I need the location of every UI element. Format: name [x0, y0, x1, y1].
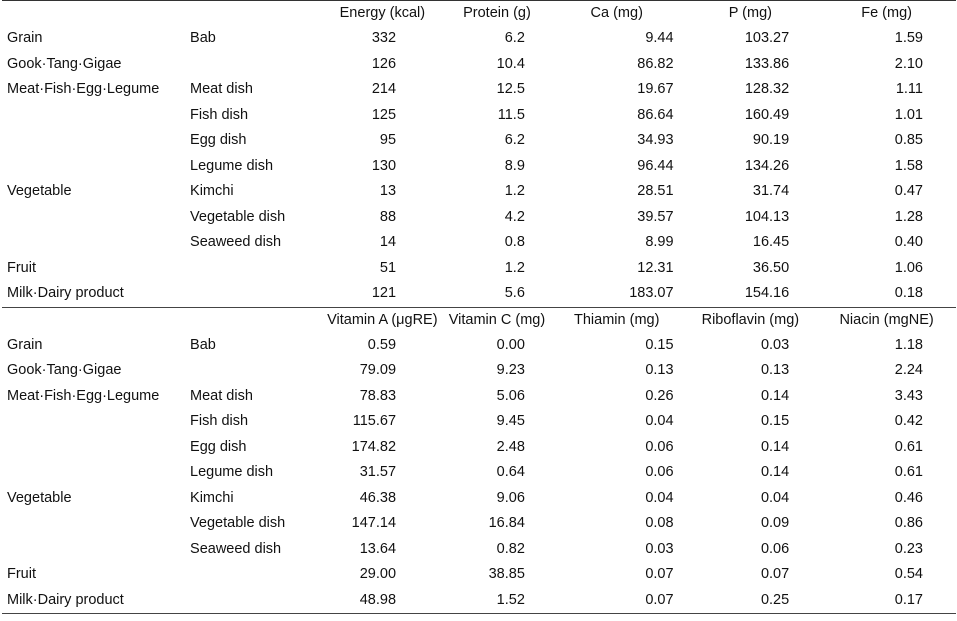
value-cell: 0.42: [894, 413, 923, 429]
value-cell: 29.00: [359, 566, 397, 582]
value-cell: 19.67: [637, 81, 674, 97]
dish-cell: Vegetable dish: [190, 208, 286, 225]
header-blank: [187, 307, 321, 333]
food-group-cell: [2, 409, 187, 435]
value-cell: 0.61: [894, 438, 923, 455]
header-blank: [2, 307, 187, 333]
value-cell: 90.19: [752, 132, 790, 148]
value-cell: 0.23: [894, 540, 923, 557]
value-cell: 8.99: [645, 234, 674, 250]
value-cell: 0.06: [645, 464, 674, 480]
dish-cell: Egg dish: [190, 438, 247, 455]
food-group-cell: Meat·Fish·Egg·Legume: [7, 387, 160, 404]
column-header: Fe (mg): [861, 5, 912, 21]
value-cell: 39.57: [637, 208, 674, 225]
column-header: Energy (kcal): [339, 5, 426, 21]
table-row: [2, 52, 956, 78]
food-group-cell: Meat·Fish·Egg·Legume: [7, 81, 160, 97]
value-cell: 1.18: [894, 336, 923, 353]
column-header: P (mg): [728, 5, 772, 21]
value-cell: 121: [321, 281, 444, 307]
dish-cell: [187, 281, 321, 307]
table-row: [2, 562, 956, 588]
value-cell: 6.2: [504, 132, 525, 148]
column-header: Ca (mg): [590, 5, 643, 21]
value-cell: 2.10: [894, 55, 923, 72]
column-header: Thiamin (mg): [574, 311, 660, 328]
value-cell: 1.59: [894, 30, 923, 46]
value-cell: 5.6: [444, 281, 550, 307]
table-row: [2, 205, 956, 231]
dish-cell: [187, 358, 321, 384]
value-cell: 0.14: [760, 387, 790, 404]
value-cell: 14: [379, 234, 397, 250]
value-cell: 13.64: [359, 540, 397, 557]
food-group-cell: Gook·Tang·Gigae: [7, 55, 122, 72]
value-cell: 0.61: [894, 464, 923, 480]
food-group-cell: Milk·Dairy product: [2, 588, 187, 614]
value-cell: 0.07: [760, 566, 790, 582]
column-header: Protein (g): [463, 5, 531, 21]
value-cell: 1.52: [444, 588, 550, 614]
value-cell: 154.16: [684, 281, 818, 307]
value-cell: 147.14: [351, 515, 397, 531]
food-group-cell: Vegetable: [7, 489, 72, 506]
value-cell: 0.08: [645, 515, 674, 531]
food-group-cell: [2, 154, 187, 180]
dish-cell: Kimchi: [190, 183, 234, 199]
table-row: [2, 358, 956, 384]
table-row: [2, 384, 956, 410]
food-group-cell: Fruit: [7, 566, 36, 582]
value-cell: 0.54: [894, 566, 923, 582]
food-group-cell: [2, 205, 187, 231]
dish-cell: Legume dish: [190, 464, 274, 480]
header-blank: [187, 1, 321, 27]
value-cell: 86.64: [637, 106, 674, 123]
value-cell: 2.24: [894, 362, 923, 378]
value-cell: 13: [379, 183, 397, 199]
dish-cell: Egg dish: [190, 132, 247, 148]
table-row: [2, 154, 956, 180]
value-cell: 0.18: [817, 281, 956, 307]
value-cell: 0.14: [760, 464, 790, 480]
column-header: Niacin (mgNE): [839, 311, 934, 328]
table-row: [2, 103, 956, 129]
header-blank: [2, 1, 187, 27]
table-row: [2, 77, 956, 103]
value-cell: 12.5: [496, 81, 525, 97]
table-row: [2, 588, 956, 614]
value-cell: 0.04: [760, 489, 790, 506]
value-cell: 0.8: [504, 234, 525, 250]
value-cell: 36.50: [752, 259, 790, 276]
value-cell: 0.06: [760, 540, 790, 557]
column-header: Vitamin C (mg): [448, 311, 546, 328]
value-cell: 0.07: [645, 566, 674, 582]
value-cell: 0.00: [496, 336, 525, 353]
section2-header-row: [2, 307, 956, 333]
dish-cell: [187, 52, 321, 78]
food-group-cell: Grain: [7, 336, 43, 353]
table-row: [2, 281, 956, 307]
table-row: [2, 409, 956, 435]
value-cell: 0.17: [817, 588, 956, 614]
value-cell: 214: [371, 81, 397, 97]
value-cell: 0.26: [645, 387, 674, 404]
value-cell: 1.58: [894, 157, 923, 174]
value-cell: 1.2: [504, 259, 525, 276]
value-cell: 0.13: [760, 362, 790, 378]
value-cell: 28.51: [637, 183, 674, 199]
value-cell: 0.82: [496, 540, 525, 557]
value-cell: 48.98: [321, 588, 444, 614]
value-cell: 88: [379, 208, 397, 225]
food-group-cell: [2, 435, 187, 461]
value-cell: 0.86: [894, 515, 923, 531]
nutrient-table: [2, 0, 956, 614]
food-group-cell: [2, 537, 187, 563]
value-cell: 0.13: [645, 362, 674, 378]
value-cell: 134.26: [744, 157, 790, 174]
value-cell: 104.13: [744, 208, 790, 225]
value-cell: 103.27: [744, 30, 790, 46]
table-row: [2, 511, 956, 537]
value-cell: 0.15: [645, 336, 674, 353]
value-cell: 1.2: [504, 183, 525, 199]
value-cell: 125: [371, 106, 397, 123]
value-cell: 6.2: [504, 30, 525, 46]
food-group-cell: [2, 103, 187, 129]
dish-cell: Seaweed dish: [190, 234, 282, 250]
value-cell: 16.84: [488, 515, 525, 531]
value-cell: 0.04: [645, 413, 674, 429]
value-cell: 0.09: [760, 515, 790, 531]
value-cell: 0.04: [645, 489, 674, 506]
value-cell: 0.85: [894, 132, 923, 148]
table-row: [2, 26, 956, 52]
table-row: [2, 486, 956, 512]
table-row: [2, 230, 956, 256]
value-cell: 86.82: [637, 55, 674, 72]
value-cell: 8.9: [504, 157, 525, 174]
table-row: [2, 537, 956, 563]
value-cell: 0.40: [894, 234, 923, 250]
food-group-cell: Gook·Tang·Gigae: [7, 362, 122, 378]
value-cell: 332: [371, 30, 397, 46]
value-cell: 183.07: [550, 281, 684, 307]
value-cell: 38.85: [488, 566, 525, 582]
value-cell: 16.45: [752, 234, 790, 250]
dish-cell: [187, 588, 321, 614]
dish-cell: Vegetable dish: [190, 515, 286, 531]
dish-cell: Meat dish: [190, 81, 253, 97]
value-cell: 1.28: [894, 208, 923, 225]
value-cell: 12.31: [637, 259, 674, 276]
value-cell: 79.09: [359, 362, 397, 378]
food-group-cell: [2, 460, 187, 486]
value-cell: 51: [379, 259, 397, 276]
value-cell: 0.25: [684, 588, 818, 614]
value-cell: 0.59: [367, 336, 397, 353]
value-cell: 9.06: [496, 489, 525, 506]
dish-cell: Fish dish: [190, 106, 249, 123]
value-cell: 0.15: [760, 413, 790, 429]
food-group-cell: [2, 230, 187, 256]
nutrient-table-body: [2, 1, 956, 614]
value-cell: 0.14: [760, 438, 790, 455]
value-cell: 9.44: [645, 30, 674, 46]
value-cell: 95: [379, 132, 397, 148]
table-row: [2, 460, 956, 486]
table-row: [2, 435, 956, 461]
food-group-cell: Grain: [7, 30, 43, 46]
value-cell: 0.03: [760, 336, 790, 353]
value-cell: 46.38: [359, 489, 397, 506]
value-cell: 0.06: [645, 438, 674, 455]
value-cell: 1.06: [894, 259, 923, 276]
value-cell: 126: [371, 55, 397, 72]
dish-cell: Seaweed dish: [190, 540, 282, 557]
dish-cell: [187, 256, 321, 282]
value-cell: 5.06: [496, 387, 525, 404]
value-cell: 130: [371, 157, 397, 174]
value-cell: 0.07: [550, 588, 684, 614]
value-cell: 9.23: [496, 362, 525, 378]
food-group-cell: [2, 128, 187, 154]
value-cell: 1.01: [894, 106, 923, 123]
value-cell: 3.43: [894, 387, 923, 404]
value-cell: 31.74: [752, 183, 790, 199]
value-cell: 0.64: [496, 464, 525, 480]
value-cell: 115.67: [352, 413, 397, 429]
value-cell: 0.03: [645, 540, 674, 557]
dish-cell: Bab: [190, 30, 216, 46]
table-row: [2, 128, 956, 154]
section1-header-row: [2, 1, 956, 27]
value-cell: 31.57: [359, 464, 397, 480]
dish-cell: Kimchi: [190, 489, 234, 506]
value-cell: 133.86: [744, 55, 790, 72]
value-cell: 96.44: [637, 157, 674, 174]
value-cell: 2.48: [496, 438, 525, 455]
value-cell: 4.2: [504, 208, 525, 225]
value-cell: 78.83: [359, 387, 397, 404]
value-cell: 174.82: [351, 438, 397, 455]
food-group-cell: Milk·Dairy product: [2, 281, 187, 307]
value-cell: 9.45: [496, 413, 525, 429]
dish-cell: Legume dish: [190, 157, 274, 174]
value-cell: 10.4: [496, 55, 525, 72]
table-row: [2, 256, 956, 282]
value-cell: 11.5: [497, 106, 525, 123]
value-cell: 0.47: [894, 183, 923, 199]
food-group-cell: Vegetable: [7, 183, 72, 199]
value-cell: 1.11: [895, 81, 923, 97]
table-row: [2, 179, 956, 205]
column-header: Vitamin A (μgRE): [327, 311, 438, 328]
dish-cell: Bab: [190, 336, 216, 353]
value-cell: 160.49: [744, 106, 790, 123]
value-cell: 128.32: [744, 81, 790, 97]
food-group-cell: [2, 511, 187, 537]
table-row: [2, 333, 956, 359]
dish-cell: Fish dish: [190, 413, 249, 429]
food-group-cell: Fruit: [7, 259, 36, 276]
column-header: Riboflavin (mg): [701, 311, 800, 328]
dish-cell: [187, 562, 321, 588]
value-cell: 0.46: [894, 489, 923, 506]
dish-cell: Meat dish: [190, 387, 253, 404]
value-cell: 34.93: [637, 132, 674, 148]
